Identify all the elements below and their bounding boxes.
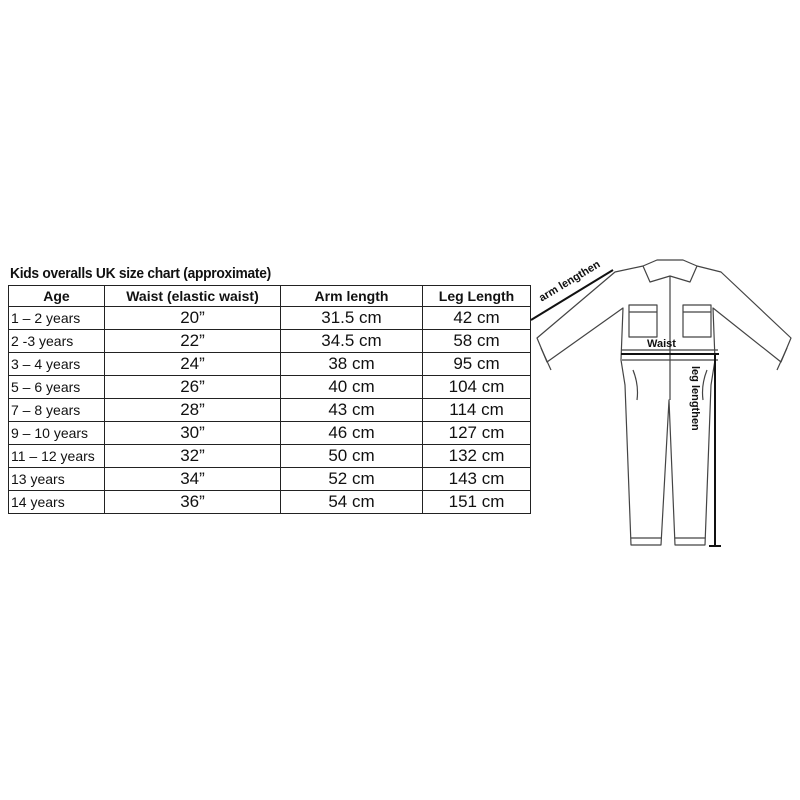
leg-cell: 114 cm: [423, 399, 531, 422]
age-cell: 7 – 8 years: [9, 399, 105, 422]
leg-cell: 42 cm: [423, 307, 531, 330]
age-cell: 11 – 12 years: [9, 445, 105, 468]
header-arm-length: Arm length: [281, 286, 423, 307]
overall-drawing: [525, 250, 795, 560]
header-age: Age: [9, 286, 105, 307]
left-pocket: [629, 305, 657, 337]
table-header-row: [9, 286, 531, 307]
waist-cell: 20”: [105, 307, 281, 330]
chart-title: Kids overalls UK size chart (approximate): [10, 265, 271, 282]
leg-cell: 95 cm: [423, 353, 531, 376]
age-cell: 13 years: [9, 468, 105, 491]
right-pocket: [683, 305, 711, 337]
leg-length-label: leg lengthen: [689, 366, 701, 431]
arm-cell: 52 cm: [281, 468, 423, 491]
header-leg-length: Leg Length: [423, 286, 531, 307]
coverall-outline: [537, 266, 791, 545]
leg-cell: 151 cm: [423, 491, 531, 514]
overall-illustration: [525, 250, 795, 560]
arm-cell: 43 cm: [281, 399, 423, 422]
leg-cell: 104 cm: [423, 376, 531, 399]
arm-cell: 50 cm: [281, 445, 423, 468]
waist-cell: 26”: [105, 376, 281, 399]
table-row: [9, 307, 531, 330]
table-row: [9, 330, 531, 353]
arm-cell: 40 cm: [281, 376, 423, 399]
age-cell: 1 – 2 years: [9, 307, 105, 330]
sleeve-cuffs: [541, 348, 787, 370]
arm-cell: 46 cm: [281, 422, 423, 445]
table-row: [9, 353, 531, 376]
waist-cell: 22”: [105, 330, 281, 353]
age-cell: 9 – 10 years: [9, 422, 105, 445]
table-row: [9, 422, 531, 445]
arm-cell: 38 cm: [281, 353, 423, 376]
leg-cell: 127 cm: [423, 422, 531, 445]
leg-cell: 143 cm: [423, 468, 531, 491]
age-cell: 3 – 4 years: [9, 353, 105, 376]
waist-cell: 24”: [105, 353, 281, 376]
age-cell: 14 years: [9, 491, 105, 514]
size-table: [8, 285, 531, 514]
table-row: [9, 445, 531, 468]
table-row: [9, 468, 531, 491]
waist-cell: 32”: [105, 445, 281, 468]
age-cell: 2 -3 years: [9, 330, 105, 353]
table-row: [9, 376, 531, 399]
waist-label: Waist: [647, 338, 676, 350]
arm-cell: 34.5 cm: [281, 330, 423, 353]
arm-cell: 54 cm: [281, 491, 423, 514]
waist-cell: 28”: [105, 399, 281, 422]
waist-cell: 36”: [105, 491, 281, 514]
age-cell: 5 – 6 years: [9, 376, 105, 399]
arm-length-label: arm lengthen: [537, 258, 603, 305]
table-row: [9, 399, 531, 422]
waist-cell: 34”: [105, 468, 281, 491]
header-waist: Waist (elastic waist): [105, 286, 281, 307]
leg-cell: 58 cm: [423, 330, 531, 353]
waist-cell: 30”: [105, 422, 281, 445]
arm-cell: 31.5 cm: [281, 307, 423, 330]
leg-cell: 132 cm: [423, 445, 531, 468]
table-row: [9, 491, 531, 514]
